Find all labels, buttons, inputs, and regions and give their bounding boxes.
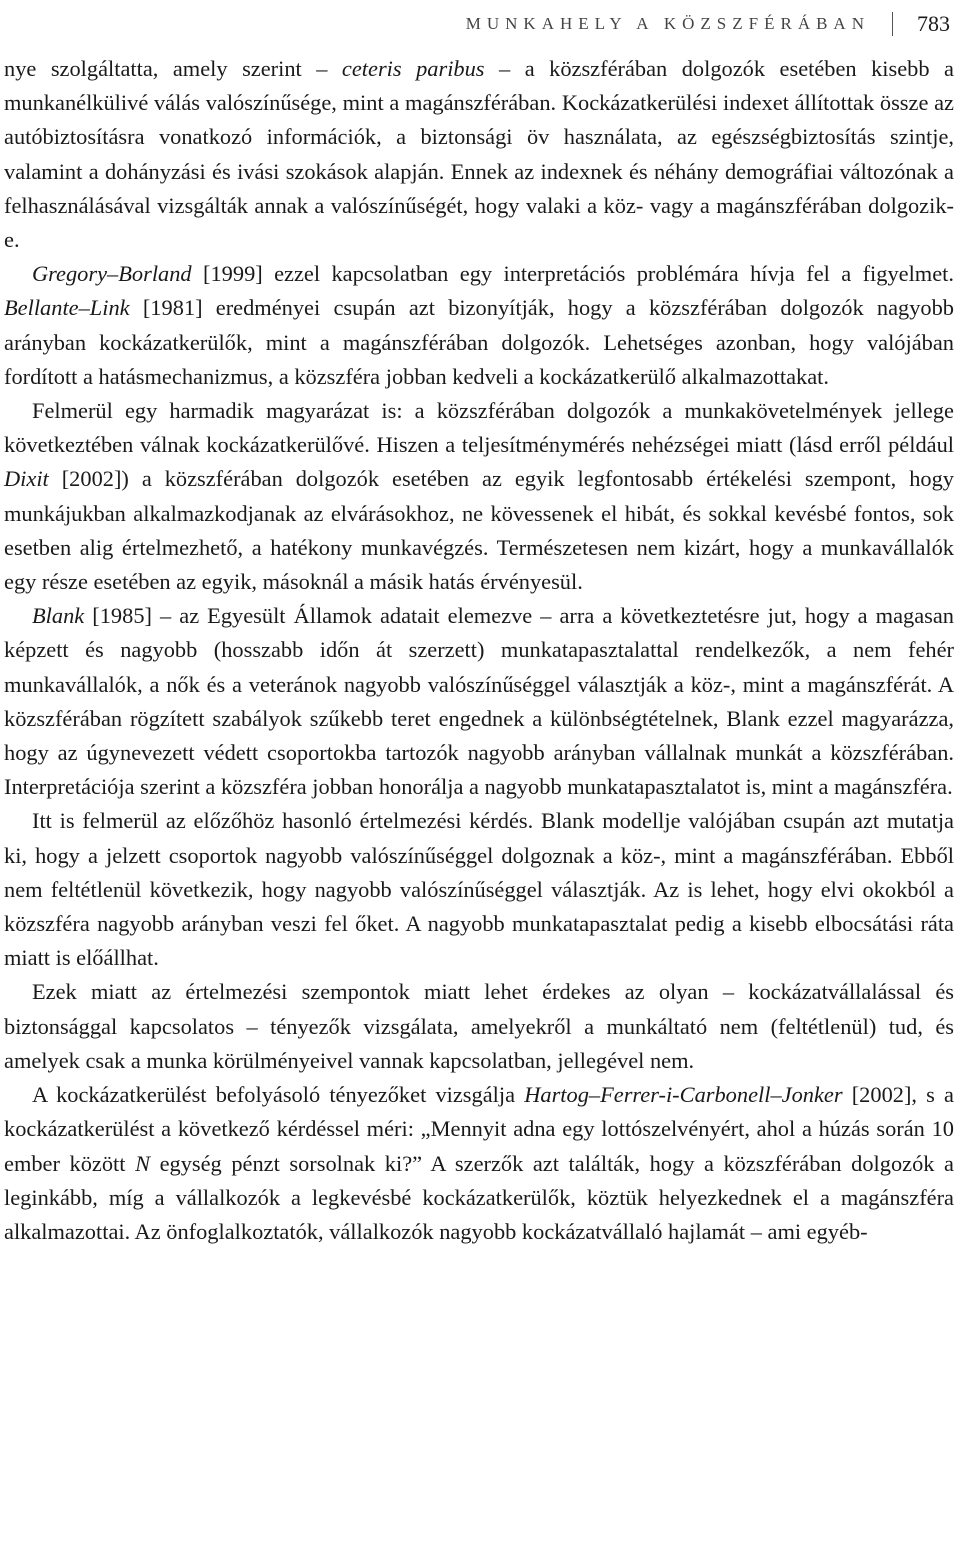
paragraph bbox=[4, 975, 954, 1078]
text-run: Ezek miatt az értelmezési szempontok miatt lehet érdekes az olyan – kockázatvállalással és biztonsággal kapcsolatos – tényezők vizsgálata, amelyekről a munkáltató nem (feltétlenül) tud, és amelyek csak a munka körülményeivel vannak kapcsolatban, jellegével nem. bbox=[4, 979, 954, 1073]
text-run: [2002]) a közszférában dolgozók esetében az egyik legfontosabb értékelési szempont, hogy munkájukban alkalmazkodjanak az elvárásokhoz, ne kövessenek el hibát, és sokkal kevésbé fontos, sok esetben alig értelmezhető, a hatékony munkavégzés. Természetesen nem kizárt, hogy a munkavállalók egy része esetében az egyik, másoknál a másik hatás érvényesül. bbox=[4, 466, 954, 595]
text-run: [2002], s a kockázatkerülést a következő kérdéssel méri: „Mennyit adna egy lottószelvényért, ahol a húzás során 10 ember között bbox=[4, 1082, 954, 1176]
paragraph bbox=[4, 599, 954, 804]
paragraph bbox=[4, 257, 954, 394]
italic-run: Bellante–Link bbox=[4, 295, 130, 321]
page-header bbox=[4, 0, 954, 36]
text-run: Felmerül egy harmadik magyarázat is: a közszférában dolgozók a munkakövetelmények jellege következtében válnak kockázatkerülővé. Hiszen a teljesítménymérés nehézségei miatt (lásd erről például bbox=[4, 398, 954, 458]
paragraph bbox=[4, 804, 954, 975]
italic-run: ceteris paribus bbox=[341, 56, 485, 81]
text-run: [1981] eredményei csupán azt bizonyítják, hogy a közszférában dolgozók nagyobb arányban kockázatkerülők, mint a magánszférában dolgozók. Lehetséges azonban, hogy valójában fordított a hatásmechanizmus, a közszféra jobban kedveli a kockázatkerülő alkalmazottakat. bbox=[4, 295, 954, 389]
text-run: [1999] ezzel kapcsolatban egy interpretációs problémára hívja fel a figyelmet. bbox=[191, 261, 954, 287]
paragraph bbox=[4, 52, 954, 257]
page-number: 783 bbox=[917, 11, 950, 36]
text-run: egység pénzt sorsolnak ki?” A szerzők azt találták, hogy a közszférában dolgozók a leginkább, míg a vállalkozók a legkevésbé kockázatkerülők, köztük helyezkednek el a magánszféra alkalmazottai. Az önfoglalkoztatók, vállalkozók nagyobb kockázatvállaló hajlamát – ami egyéb- bbox=[4, 1150, 954, 1244]
body-text bbox=[4, 52, 954, 1249]
text-run: Itt is felmerül az előzőhöz hasonló értelmezési kérdés. Blank modellje valójában csupán azt mutatja ki, hogy a jelzett csoportok nagyobb valószínűséggel dolgoznak a köz-, mint a magánszférában. Ebből nem feltétlenül következik, hogy nagyobb valószínűséggel választják. Az is lehet, hogy elvi okokból a közszféra nagyobb arányban veszi fel őket. A nagyobb munkatapasztalat pedig a kisebb elbocsátási ráta miatt is előállhat. bbox=[4, 808, 954, 971]
text-run: [1985] – az Egyesült Államok adatait elemezve – arra a következtetésre jut, hogy a magasan képzett és nagyobb (hosszabb időn át szerzett) munkatapasztalattal rendelkezők, a nem fehér munkavállalók, a nők és a veteránok nagyobb valószínűséggel választják a köz-, mint a magánszférát. A közszférában rögzített szabályok szűkebb teret engednek a különbségtételnek, Blank ezzel magyarázza, hogy az úgynevezett védett csoportokba tartozók nagyobb arányban vállalnak munkát a közszférában. Interpretációja szerint a közszféra jobban honorálja a nagyobb munkatapasztalatot is, mint a magánszféra. bbox=[4, 603, 954, 800]
italic-run: N bbox=[135, 1150, 150, 1176]
italic-run: Gregory–Borland bbox=[32, 261, 192, 287]
text-run: A kockázatkerülést befolyásoló tényezőket vizsgálja bbox=[32, 1082, 525, 1108]
italic-run: Dixit bbox=[4, 466, 49, 492]
italic-run: Blank bbox=[32, 603, 85, 629]
paragraph bbox=[4, 394, 954, 599]
running-head: MUNKAHELY A KÖZSZFÉRÁBAN bbox=[466, 12, 893, 36]
paragraph bbox=[4, 1078, 954, 1249]
text-run: – a közszférában dolgozók esetében kisebb a munkanélkülivé válás valószínűsége, mint a magánszférában. Kockázatkerülési indexet állítottak össze az autóbiztosításra vonatkozó információk, a biztonsági öv használata, az egészségbiztosítás szintje, valamint a dohányzási és ivási szokások alapján. Ennek az indexnek és néhány demográfiai változónak a felhasználásával vizsgálták annak a valószínűségét, hogy valaki a köz- vagy a magánszférában dolgozik-e. bbox=[4, 56, 954, 253]
text-run: nye szolgáltatta, amely szerint – bbox=[4, 56, 342, 81]
italic-run: Hartog–Ferrer-i-Carbonell–Jonker bbox=[524, 1082, 843, 1108]
